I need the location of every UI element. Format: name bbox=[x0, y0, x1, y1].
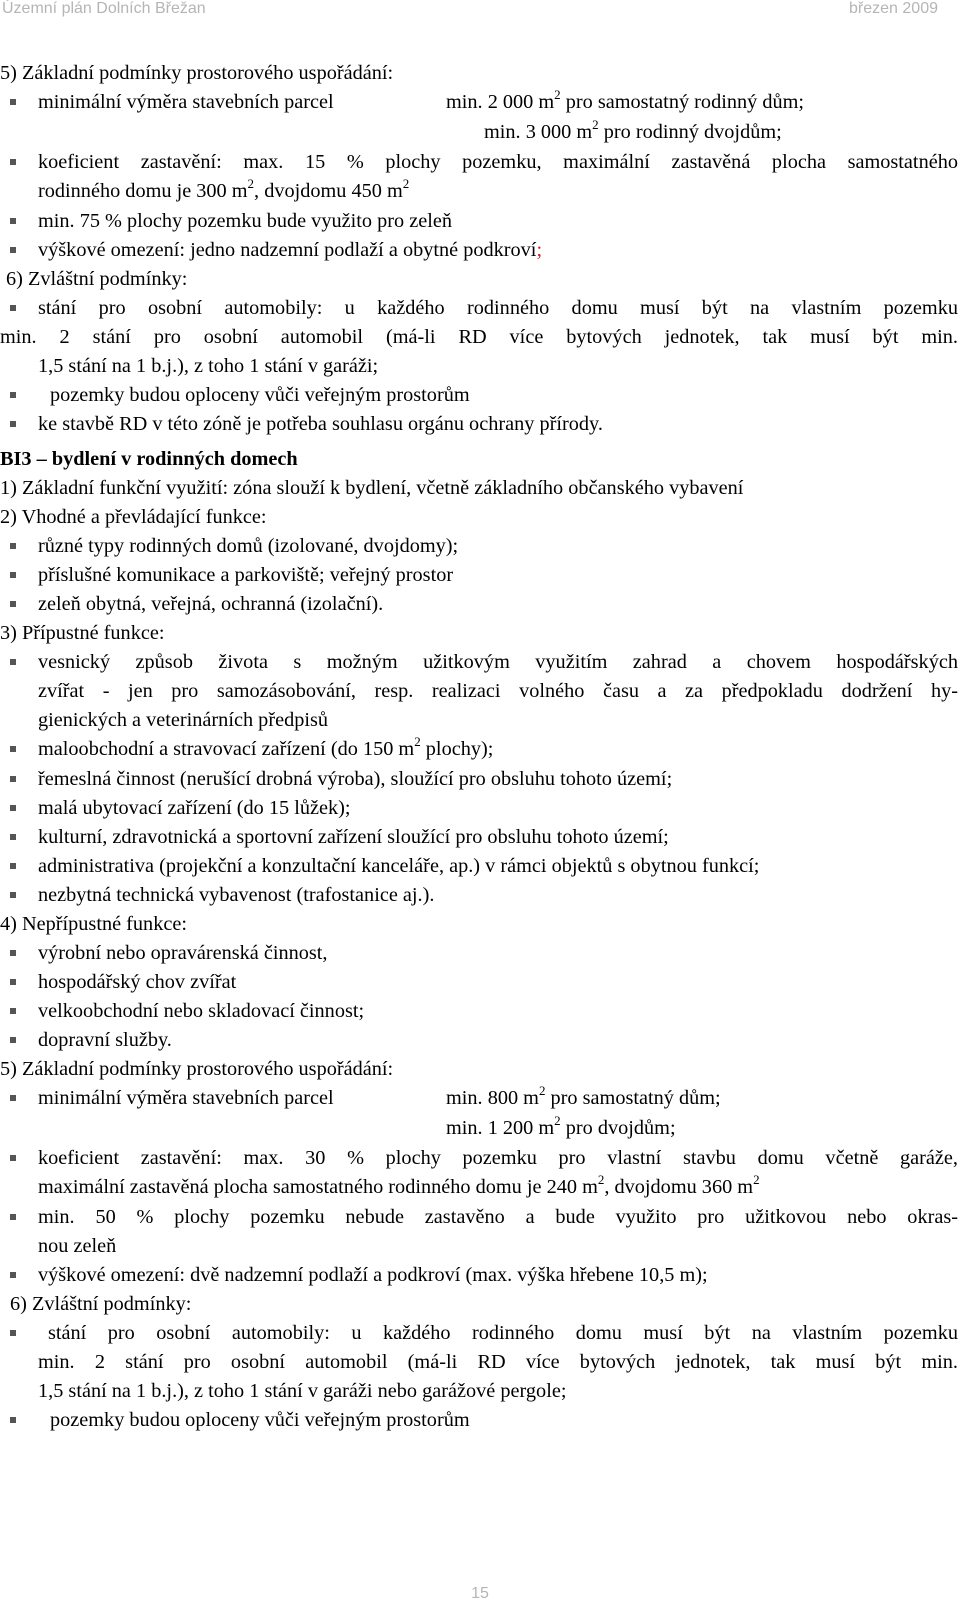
bullet-square-icon bbox=[0, 1026, 38, 1055]
section-heading: 4) Nepřípustné funkce: bbox=[0, 913, 187, 935]
section-heading: 6) Zvláštní podmínky: bbox=[6, 268, 188, 290]
bullet-square-icon bbox=[0, 236, 38, 265]
bullet-square-icon bbox=[0, 561, 38, 590]
list-item: různé typy rodinných domů (izolované, dvojdomy); bbox=[0, 532, 958, 561]
list-item: maloobchodní a stravovací zařízení (do 150 $m^2$ plochy); bbox=[0, 735, 958, 765]
bullet-square-icon bbox=[0, 410, 38, 439]
list-item: min. 50 % plochy pozemku nebude zastavěno a bude využito pro užitkovou nebo okras- nou zeleň bbox=[0, 1203, 958, 1261]
bullet-square-icon bbox=[0, 1261, 38, 1290]
bullet-square-icon bbox=[0, 881, 38, 910]
bullet-square-icon bbox=[0, 852, 38, 881]
list-item: výrobní nebo opravárenská činnost, bbox=[0, 939, 958, 968]
running-header-date: březen 2009 bbox=[849, 0, 938, 17]
list-item: velkoobchodní nebo skladovací činnost; bbox=[0, 997, 958, 1026]
bullet-square-icon bbox=[0, 997, 38, 1026]
bullet-square-icon bbox=[0, 1406, 38, 1435]
list-item-continuation: min. 2 stání pro osobní automobil (má-li RD více bytových jednotek, tak musí být min. bbox=[38, 1351, 958, 1373]
bullet-square-icon bbox=[0, 823, 38, 852]
bullet-square-icon bbox=[0, 735, 38, 765]
list-item: min. 75 % plochy pozemku bude využito pro zeleň bbox=[0, 207, 958, 236]
bullet-square-icon bbox=[0, 939, 38, 968]
section-heading: 5) Základní podmínky prostorového uspořádání: bbox=[0, 1058, 394, 1080]
bullet-square-icon bbox=[0, 1203, 38, 1261]
list-item: malá ubytovací zařízení (do 15 lůžek); bbox=[0, 794, 958, 823]
section-heading: 6) Zvláštní podmínky: bbox=[10, 1293, 192, 1315]
list-item: nezbytná technická vybavenost (trafostanice aj.). bbox=[0, 881, 958, 910]
document-body bbox=[0, 59, 958, 1435]
list-item-continuation: 1,5 stání na 1 b.j.), z toho 1 stání v garáži; bbox=[38, 355, 379, 377]
zone-title: BI3 – bydlení v rodinných domech bbox=[0, 448, 298, 470]
running-header-title: Územní plán Dolních Břežan bbox=[2, 0, 206, 17]
bullet-square-icon bbox=[0, 207, 38, 236]
list-item: zeleň obytná, veřejná, ochranná (izolační). bbox=[0, 590, 958, 619]
list-item: minimální výměra stavebních parcel min. 800 $m^2$ pro samostatný dům; min. 1 200 $m^2$ pro dvojdům; bbox=[0, 1084, 958, 1144]
bullet-square-icon bbox=[0, 381, 38, 410]
list-item: administrativa (projekční a konzultační kanceláře, ap.) v rámci objektů s obytnou funkcí; bbox=[0, 852, 958, 881]
bullet-square-icon bbox=[0, 765, 38, 794]
list-item: výškové omezení: jedno nadzemní podlaží a obytné podkroví; bbox=[0, 236, 958, 265]
list-item: stání pro osobní automobily: u každého rodinného domu musí být na vlastním pozemku bbox=[0, 1319, 958, 1348]
bullet-square-icon bbox=[0, 88, 38, 148]
bullet-square-icon bbox=[0, 648, 38, 735]
bullet-square-icon bbox=[0, 294, 38, 323]
list-item: kulturní, zdravotnická a sportovní zařízení sloužící pro obsluhu tohoto území; bbox=[0, 823, 958, 852]
page-number: 15 bbox=[471, 1585, 489, 1602]
section-heading: 3) Přípustné funkce: bbox=[0, 622, 165, 644]
bullet-square-icon bbox=[0, 532, 38, 561]
list-item: hospodářský chov zvířat bbox=[0, 968, 958, 997]
section-heading: 2) Vhodné a převládající funkce: bbox=[0, 506, 267, 528]
list-item-continuation: min. 2 stání pro osobní automobil (má-li RD více bytových jednotek, tak musí být min. bbox=[0, 326, 958, 348]
list-item-continuation: 1,5 stání na 1 b.j.), z toho 1 stání v garáži nebo garážové pergole; bbox=[38, 1380, 567, 1402]
list-item: pozemky budou oploceny vůči veřejným prostorům bbox=[0, 1406, 958, 1435]
bullet-square-icon bbox=[0, 148, 38, 207]
bullet-square-icon bbox=[0, 590, 38, 619]
list-item: ke stavbě RD v této zóně je potřeba souhlasu orgánu ochrany přírody. bbox=[0, 410, 958, 439]
bullet-square-icon bbox=[0, 1084, 38, 1144]
list-item: dopravní služby. bbox=[0, 1026, 958, 1055]
list-item: minimální výměra stavebních parcel min. 2 000 $m^2$ pro samostatný rodinný dům; min. 3 000 $m^2$ pro rodinný dvojdům; bbox=[0, 88, 958, 148]
bullet-square-icon bbox=[0, 1319, 38, 1348]
list-item: stání pro osobní automobily: u každého rodinného domu musí být na vlastním pozemku bbox=[0, 294, 958, 323]
section-heading: 5) Základní podmínky prostorového uspořádání: bbox=[0, 62, 394, 84]
section-heading: 1) Základní funkční využití: zóna slouží k bydlení, včetně základního občanského vybavení bbox=[0, 477, 744, 499]
list-item: vesnický způsob života s možným užitkovým využitím zahrad a chovem hospodářských zvířat - jen pro samozásobování, resp. realizaci volného času a za předpokladu dodržení hy- gienických a veterinárních předpisů bbox=[0, 648, 958, 735]
bullet-square-icon bbox=[0, 968, 38, 997]
list-item: příslušné komunikace a parkoviště; veřejný prostor bbox=[0, 561, 958, 590]
bullet-square-icon bbox=[0, 1144, 38, 1203]
list-item: koeficient zastavění: max. 30 % plochy pozemku pro vlastní stavbu domu včetně garáže, maximální zastavěná plocha samostatného rodinného domu je 240 $m^2$, dvojdomu 360 $m^2$ bbox=[0, 1144, 958, 1203]
list-item: řemeslná činnost (nerušící drobná výroba), sloužící pro obsluhu tohoto území; bbox=[0, 765, 958, 794]
bullet-square-icon bbox=[0, 794, 38, 823]
list-item: pozemky budou oploceny vůči veřejným prostorům bbox=[0, 381, 958, 410]
list-item: výškové omezení: dvě nadzemní podlaží a podkroví (max. výška hřebene 10,5 m); bbox=[0, 1261, 958, 1290]
list-item: koeficient zastavění: max. 15 % plochy pozemku, maximální zastavěná plocha samostatného rodinného domu je 300 $m^2$, dvojdomu 450 $m^2$ bbox=[0, 148, 958, 207]
